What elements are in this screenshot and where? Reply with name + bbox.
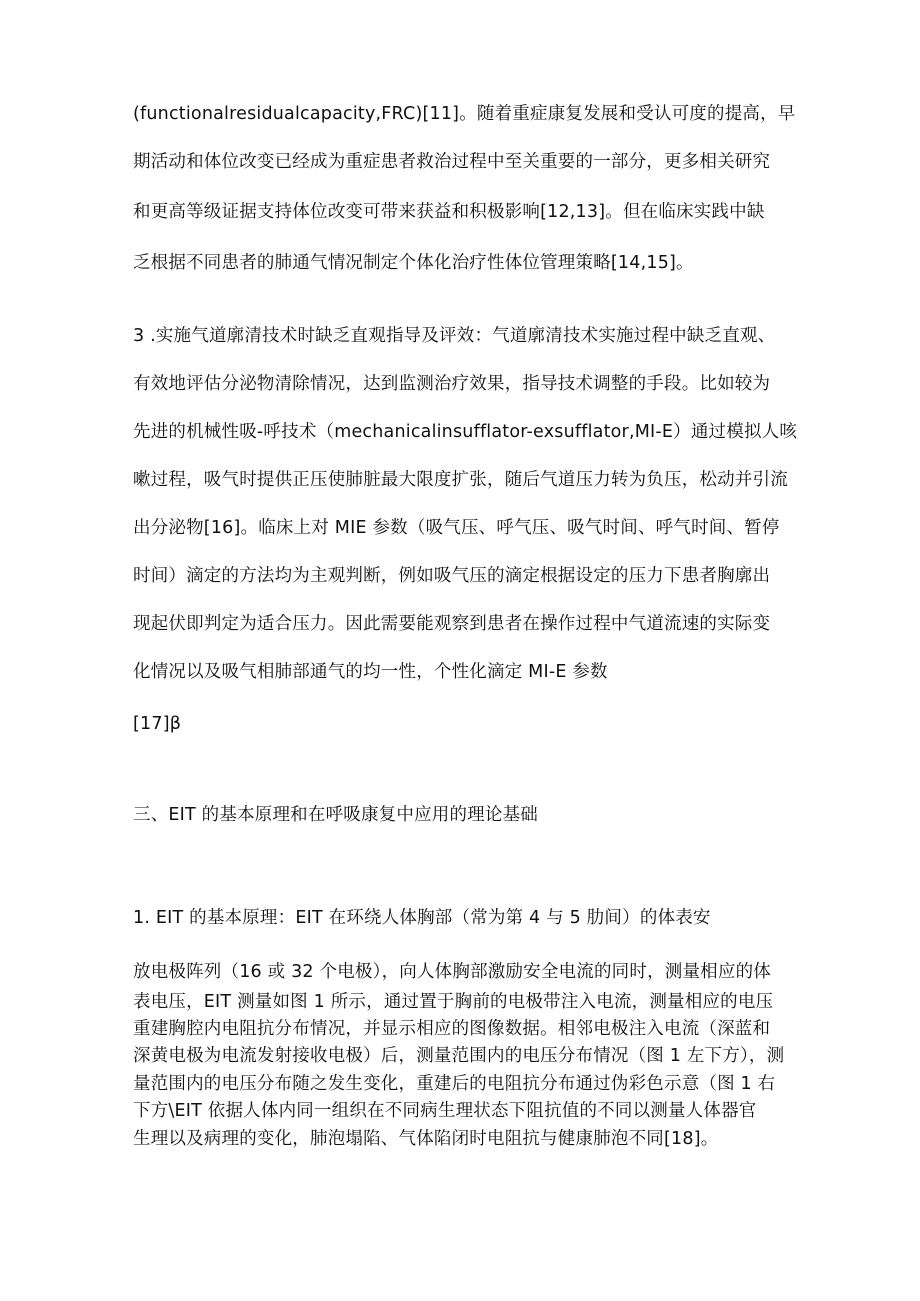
text-line: 嗽过程，吸气时提供正压使肺脏最大限度扩张，随后气道压力转为负压，松动并引流 [133,470,788,490]
text-line: 重建胸腔内电阻抗分布情况，并显示相应的图像数据。相邻电极注入电流（深蓝和 [133,1019,771,1039]
section-heading: 三、EIT 的基本原理和在呼吸康复中应用的理论基础 [133,805,538,825]
text-line: 量范围内的电压分布随之发生变化，重建后的电阻抗分布通过伪彩色示意（图 1 右 [133,1074,776,1094]
text-line: 有效地评估分泌物清除情况，达到监测治疗效果，指导技术调整的手段。比如较为 [133,374,771,394]
text-line: 生理以及病理的变化，肺泡塌陷、气体陷闭时电阻抗与健康肺泡不同[18]。 [133,1129,719,1149]
text-line: 时间）滴定的方法均为主观判断，例如吸气压的滴定根据设定的压力下患者胸廓出 [133,566,771,586]
text-line: 表电压，EIT 测量如图 1 所示，通过置于胸前的电极带注入电流，测量相应的电压 [133,992,774,1012]
text-line: [17]β [133,714,182,734]
subsection-heading: 1. EIT 的基本原理：EIT 在环绕人体胸部（常为第 4 与 5 肋间）的体表安 [133,908,711,928]
text-line: 乏根据不同患者的肺通气情况制定个体化治疗性体位管理策略[14,15]。 [133,253,694,273]
text-line: 下方\EIT 依据人体内同一组织在不同病生理状态下阻抗值的不同以测量人体器官 [133,1101,757,1121]
text-line: 深黄电极为电流发射接收电极）后，测量范围内的电压分布情况（图 1 左下方），测 [133,1046,785,1066]
text-line: 期活动和体位改变已经成为重症患者救治过程中至关重要的一部分，更多相关研究 [133,152,771,172]
text-line: 和更高等级证据支持体位改变可带来获益和积极影响[12,13]。但在临床实践中缺 [133,202,765,222]
text-line: (functionalresidualcapacity,FRC)[11]。随着重症康复发展和受认可度的提高，早 [133,104,796,124]
text-line: 放电极阵列（16 或 32 个电极），向人体胸部激励安全电流的同时，测量相应的体 [133,962,771,982]
text-line: 现起伏即判定为适合压力。因此需要能观察到患者在操作过程中气道流速的实际变 [133,614,771,634]
text-line: 3 .实施气道廓清技术时缺乏直观指导及评效：气道廓清技术实施过程中缺乏直观、 [133,326,776,346]
text-line: 化情况以及吸气相肺部通气的均一性，个性化滴定 MI-E 参数 [133,662,608,682]
text-line: 出分泌物[16]。临床上对 MIE 参数（吸气压、呼气压、吸气时间、呼气时间、暂停 [133,518,780,538]
text-line: 先进的机械性吸-呼技术（mechanicalinsufflator-exsufflator,MI-E）通过模拟人咳 [133,422,798,442]
